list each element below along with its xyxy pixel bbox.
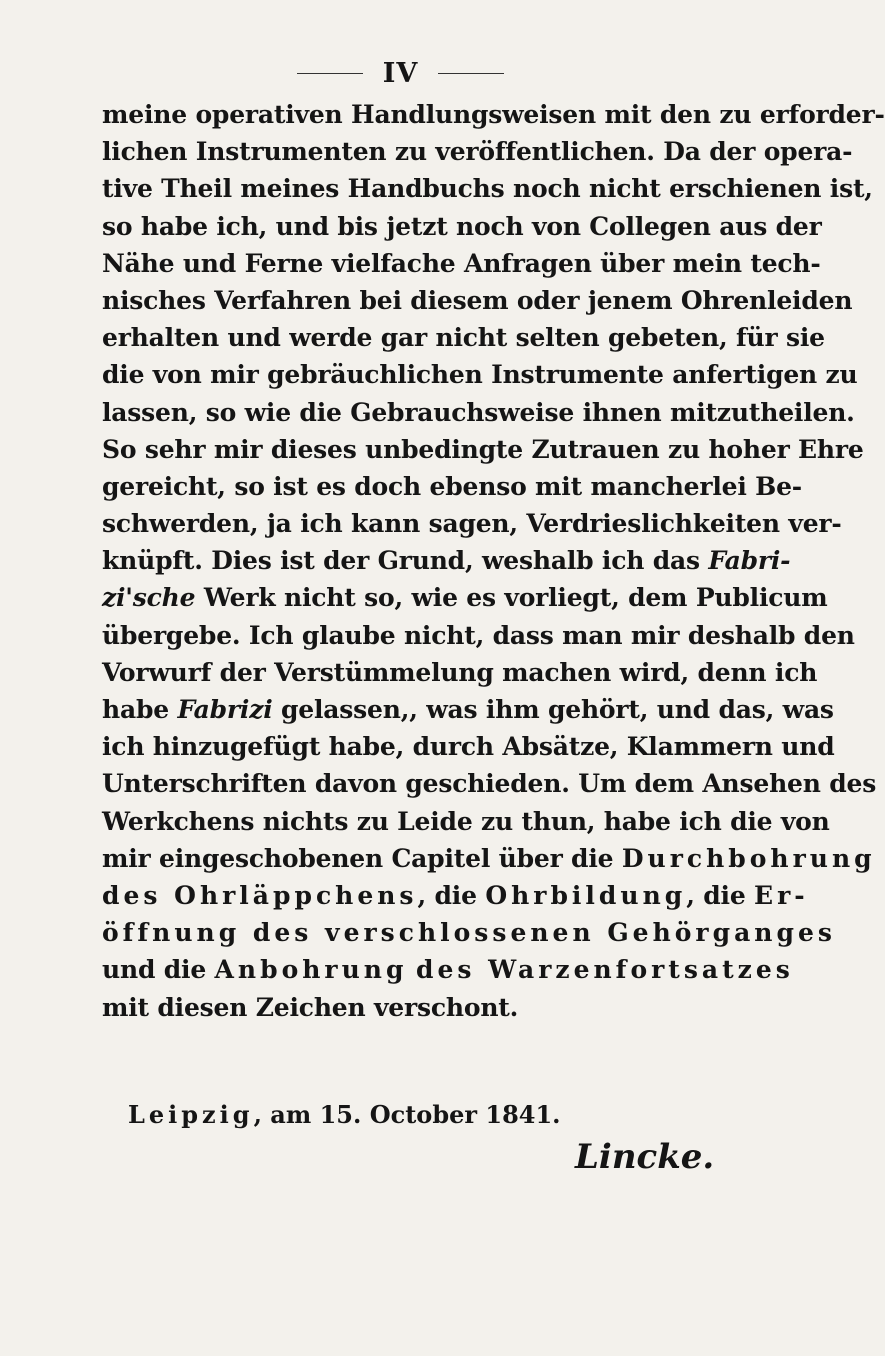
page-header	[0, 58, 801, 88]
text-line: ich hinzugefügt habe, durch Absätze, Klammern und	[102, 732, 835, 762]
text-line: tive Theil meines Handbuchs noch nicht erschienen ist,	[102, 174, 873, 204]
text-line: erhalten und werde gar nicht selten gebeten, für sie	[102, 323, 825, 353]
spaced-term: Durchbohrung	[621, 843, 876, 873]
text-line: mit diesen Zeichen verschont.	[102, 992, 519, 1022]
text-line: Werkchens nichts zu Leide zu thun, habe ich die von	[102, 806, 830, 836]
text-segment: Werk nicht so, wie es vorliegt, dem Publicum	[195, 583, 828, 613]
text-segment: habe	[102, 695, 178, 724]
text-segment	[407, 955, 416, 984]
text-line	[102, 542, 791, 579]
place-name: Leipzig	[128, 1100, 254, 1129]
text-line	[102, 877, 809, 914]
header-rule-right	[438, 73, 504, 74]
text-line	[102, 951, 794, 988]
text-line: gereicht, so ist es doch ebenso mit mancherlei Be-	[102, 471, 802, 501]
italic-name: zi'sche	[102, 583, 196, 613]
text-line: nisches Verfahren bei diesem oder jenem Ohrenleiden	[102, 285, 853, 315]
date-text: , am 15. October 1841.	[253, 1100, 561, 1129]
spaced-term: des Warzenfortsatzes	[415, 955, 794, 985]
body-paragraph	[102, 96, 885, 1026]
text-line	[102, 579, 828, 616]
text-line: übergebe. Ich glaube nicht, dass man mir deshalb den	[102, 620, 855, 650]
author-signature: Lincke.	[575, 1137, 715, 1177]
text-line: so habe ich, und bis jetzt noch von Collegen aus der	[102, 211, 822, 241]
text-line: die von mir gebräuchlichen Instrumente anfertigen zu	[102, 360, 858, 390]
text-line: meine operativen Handlungsweisen mit den zu erforder-	[102, 100, 885, 129]
spaced-term: Er-	[754, 880, 809, 910]
text-line	[102, 840, 876, 877]
text-segment: gelassen,, was ihm gehört, und das, was	[272, 695, 834, 724]
spaced-term: Ohrbildung	[485, 880, 687, 910]
text-line: So sehr mir dieses unbedingte Zutrauen zu hoher Ehre	[102, 434, 864, 464]
text-segment: und die	[102, 955, 215, 985]
page-number: IV	[382, 57, 419, 89]
text-line: lassen, so wie die Gebrauchsweise ihnen mitzutheilen.	[102, 397, 855, 427]
italic-name: Fabri-	[708, 546, 791, 576]
spaced-term: des Ohrläppchens	[102, 880, 418, 910]
text-segment: , die	[686, 880, 755, 910]
text-line	[102, 914, 836, 951]
text-segment: mir eingeschobenen Capitel über die	[102, 843, 622, 873]
dateline	[128, 1096, 561, 1133]
text-line	[102, 691, 834, 728]
text-line: Vorwurf der Verstümmelung machen wird, denn ich	[102, 657, 818, 687]
text-line: Unterschriften davon geschieden. Um dem Ansehen des	[102, 769, 877, 799]
text-segment: knüpft. Dies ist der Grund, weshalb ich das	[102, 546, 709, 576]
italic-name: Fabrizi	[177, 695, 273, 724]
text-line: Nähe und Ferne vielfache Anfragen über mein tech-	[102, 248, 821, 278]
text-line: lichen Instrumenten zu veröffentlichen. Da der opera-	[102, 137, 853, 167]
spaced-term: Anbohrung	[214, 955, 408, 985]
text-line: schwerden, ja ich kann sagen, Verdrieslichkeiten ver-	[102, 509, 842, 539]
header-rule-left	[297, 73, 363, 74]
text-segment: , die	[417, 880, 486, 910]
spaced-term: öffnung des verschlossenen Gehörganges	[102, 918, 836, 948]
